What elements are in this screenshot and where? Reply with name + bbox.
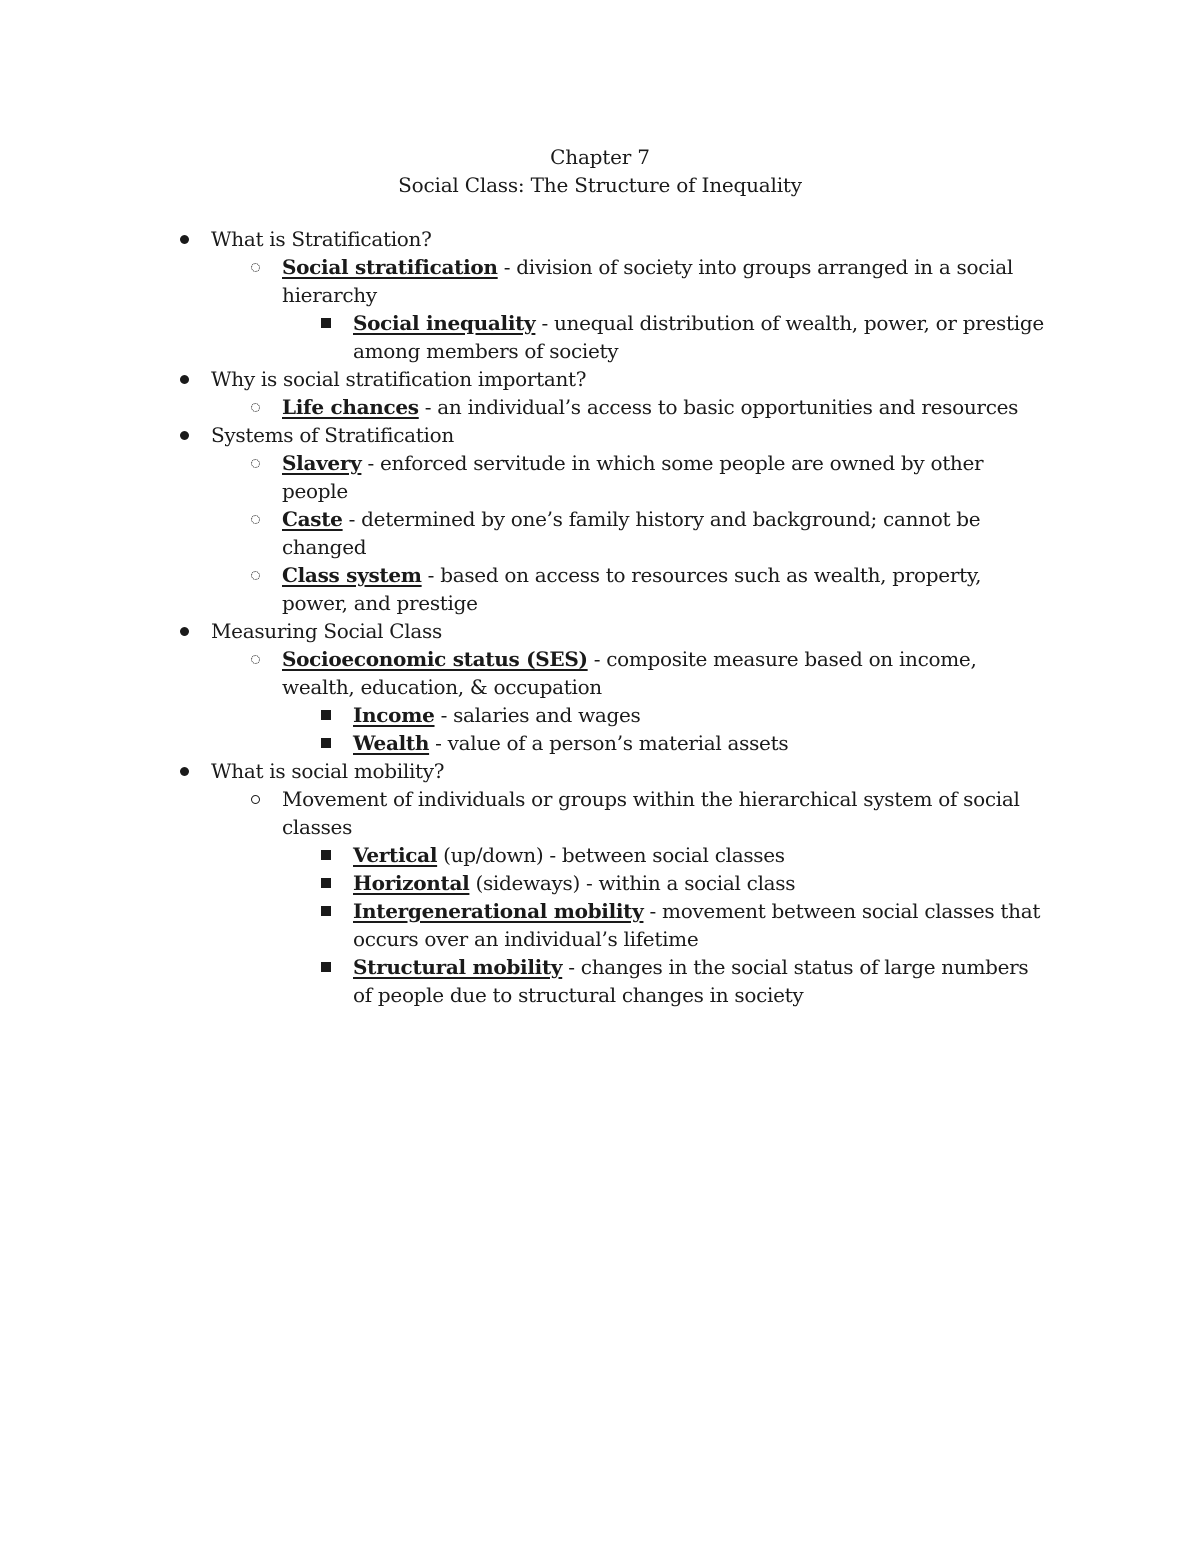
dotted-circle-bullet-icon — [245, 561, 265, 589]
square-bullet-icon — [316, 897, 336, 925]
term-life-chances: Life chances — [282, 395, 419, 419]
item-text: What is Stratification? — [211, 227, 432, 251]
outline-item-importance — [0, 365, 1051, 393]
definition-income: - salaries and wages — [434, 703, 641, 727]
term-income: Income — [353, 703, 435, 727]
outline-item-mobility — [0, 757, 1051, 785]
term-intergenerational: Intergenerational mobility — [353, 899, 644, 923]
dotted-circle-bullet-icon — [245, 253, 265, 281]
outline-item-stratification — [0, 225, 1051, 253]
chapter-heading: Chapter 7 — [550, 145, 650, 169]
filled-bullet-icon — [174, 225, 194, 253]
filled-bullet-icon — [174, 365, 194, 393]
outline-item-horizontal — [0, 869, 1053, 897]
outline-item-measuring — [0, 617, 1051, 645]
dotted-circle-bullet-icon — [245, 393, 265, 421]
filled-bullet-icon — [174, 617, 194, 645]
square-bullet-icon — [316, 701, 336, 729]
definition-slavery: - enforced servitude in which some people are owned by other people — [282, 451, 984, 503]
square-bullet-icon — [316, 841, 336, 869]
definition-social-stratification: - division of society into groups arranged in a social hierarchy — [282, 255, 1013, 307]
definition-caste: - determined by one’s family history and background; cannot be changed — [282, 507, 981, 559]
item-text: Measuring Social Class — [211, 619, 442, 643]
term-vertical: Vertical — [353, 843, 438, 867]
definition-social-inequality: - unequal distribution of wealth, power, or prestige among members of society — [353, 311, 1044, 363]
outline-item-income — [0, 701, 1053, 729]
outline-item-intergenerational — [0, 897, 1053, 953]
item-text: Why is social stratification important? — [211, 367, 587, 391]
definition-ses: - composite measure based on income, wealth, education, & occupation — [282, 647, 977, 699]
term-caste: Caste — [282, 507, 343, 531]
outline-item-social-stratification — [0, 253, 1052, 309]
outline-item-caste — [0, 505, 1052, 561]
square-bullet-icon — [316, 729, 336, 757]
definition-structural: - changes in the social status of large numbers of people due to structural changes in society — [353, 955, 1029, 1007]
dotted-circle-bullet-icon — [245, 449, 265, 477]
definition-vertical: (up/down) - between social classes — [437, 843, 785, 867]
term-structural: Structural mobility — [353, 955, 563, 979]
outline-item-wealth — [0, 729, 1053, 757]
outline-item-life-chances — [0, 393, 1052, 421]
title-block — [0, 143, 1200, 199]
square-bullet-icon — [316, 309, 336, 337]
term-class-system: Class system — [282, 563, 422, 587]
item-text: Systems of Stratification — [211, 423, 454, 447]
term-social-inequality: Social inequality — [353, 311, 536, 335]
term-ses: Socioeconomic status (SES) — [282, 647, 588, 671]
outline-item-systems — [0, 421, 1051, 449]
outline-item-ses — [0, 645, 1052, 701]
term-wealth: Wealth — [353, 731, 430, 755]
outline-item-class-system — [0, 561, 1052, 617]
definition-intergenerational: - movement between social classes that occurs over an individual’s lifetime — [353, 899, 1041, 951]
square-bullet-icon — [316, 869, 336, 897]
outline-item-movement — [0, 785, 1052, 841]
outline-item-slavery — [0, 449, 1052, 505]
outline-item-vertical — [0, 841, 1053, 869]
definition-horizontal: (sideways) - within a social class — [469, 871, 796, 895]
item-text: Movement of individuals or groups within the hierarchical system of social classes — [282, 787, 1020, 839]
filled-bullet-icon — [174, 421, 194, 449]
outline-item-structural — [0, 953, 1053, 1009]
definition-life-chances: - an individual’s access to basic opportunities and resources — [418, 395, 1019, 419]
outline-list — [0, 225, 1200, 1009]
filled-bullet-icon — [174, 757, 194, 785]
dotted-circle-bullet-icon — [245, 505, 265, 533]
item-text: What is social mobility? — [211, 759, 445, 783]
term-slavery: Slavery — [282, 451, 362, 475]
dotted-circle-bullet-icon — [245, 645, 265, 673]
term-horizontal: Horizontal — [353, 871, 470, 895]
outline-item-social-inequality — [0, 309, 1053, 365]
definition-wealth: - value of a person’s material assets — [429, 731, 789, 755]
definition-class-system: - based on access to resources such as wealth, property, power, and prestige — [282, 563, 982, 615]
term-social-stratification: Social stratification — [282, 255, 498, 279]
hollow-circle-bullet-icon — [245, 785, 265, 813]
chapter-title: Social Class: The Structure of Inequality — [398, 173, 802, 197]
square-bullet-icon — [316, 953, 336, 981]
